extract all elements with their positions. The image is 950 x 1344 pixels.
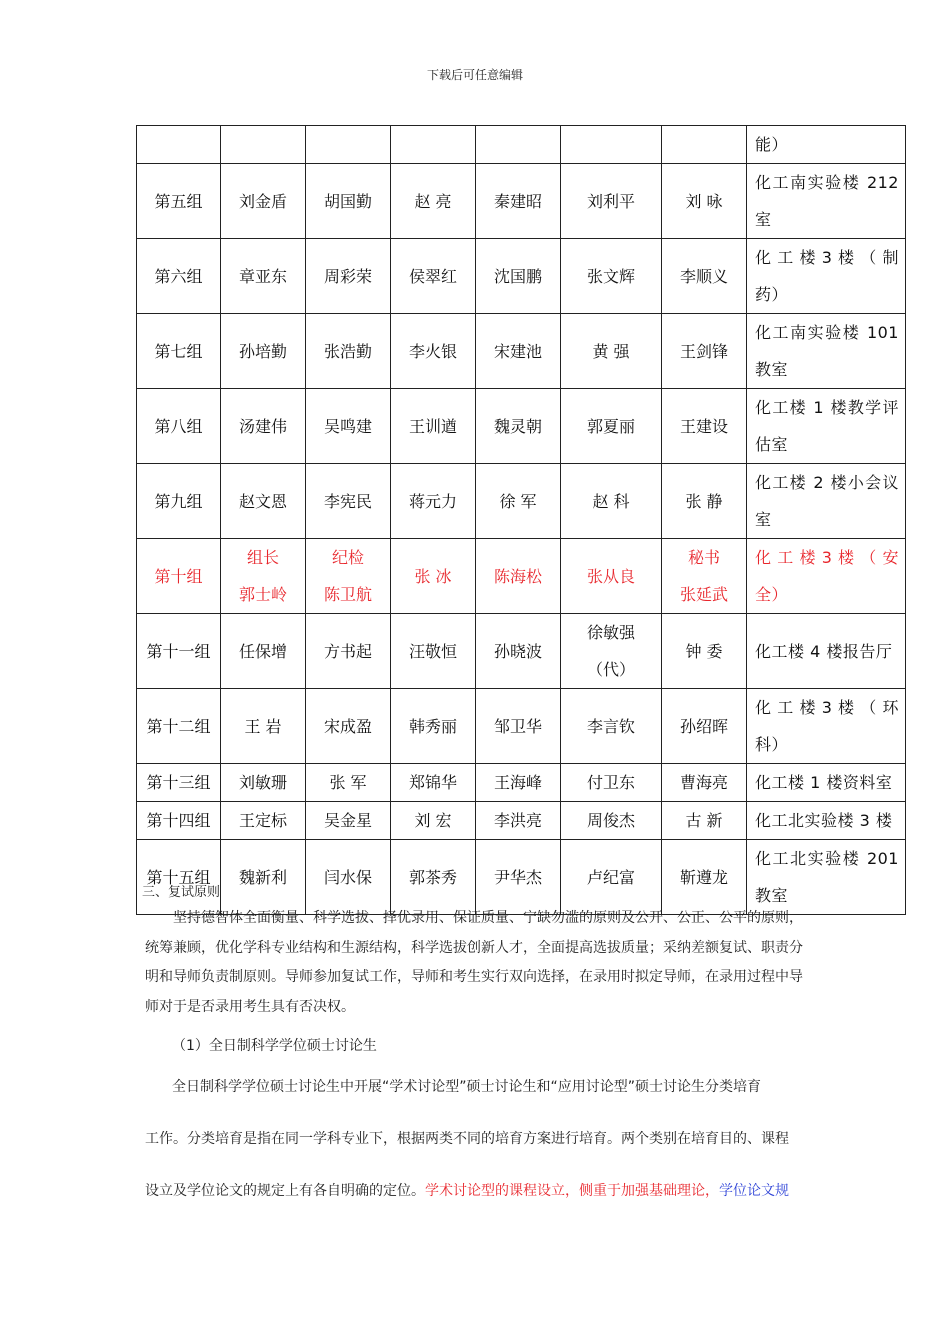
location-cell: 化 工 楼 3 楼 （ 安全） (747, 539, 906, 614)
member-cell: 张 冰 (391, 539, 476, 614)
member-cell: 尹华杰 (476, 840, 561, 915)
member-cell: 章亚东 (221, 239, 306, 314)
group-name-cell (137, 126, 221, 164)
member-cell: 吴金星 (306, 802, 391, 840)
member-cell: 魏灵朝 (476, 389, 561, 464)
member-cell: 秘书 张延武 (662, 539, 747, 614)
table-row (137, 126, 906, 164)
member-cell: 秦建昭 (476, 164, 561, 239)
location-cell: 化工楼 2 楼小会议室 (747, 464, 906, 539)
member-cell: 李宪民 (306, 464, 391, 539)
member-cell (391, 126, 476, 164)
member-cell: 郭夏丽 (561, 389, 662, 464)
member-cell: 李洪亮 (476, 802, 561, 840)
header-note: 下载后可任意编辑 (426, 68, 523, 82)
member-cell: 侯翠红 (391, 239, 476, 314)
table-row (137, 314, 906, 389)
group-name-cell: 第十五组 (137, 840, 221, 915)
member-cell: 孙晓波 (476, 614, 561, 689)
member-cell: 王 岩 (221, 689, 306, 764)
group-name-cell: 第十一组 (137, 614, 221, 689)
paragraph2-line3-plain: 设立及学位论文的规定上有各自明确的定位。 (145, 1183, 425, 1199)
member-cell (662, 126, 747, 164)
group-name-cell: 第八组 (137, 389, 221, 464)
member-cell: 刘金盾 (221, 164, 306, 239)
member-cell: 王剑锋 (662, 314, 747, 389)
member-cell: 曹海亮 (662, 764, 747, 802)
group-name-cell: 第五组 (137, 164, 221, 239)
location-cell: 化工楼 1 楼教学评估室 (747, 389, 906, 464)
member-cell: 王建设 (662, 389, 747, 464)
member-cell: 刘利平 (561, 164, 662, 239)
location-cell: 化工楼 1 楼资料室 (747, 764, 906, 802)
table-row (137, 164, 906, 239)
member-cell: 张 静 (662, 464, 747, 539)
member-cell: 刘 宏 (391, 802, 476, 840)
paragraph2-line3-red: 学术讨论型的课程设立，侧重于加强基础理论， (425, 1183, 719, 1199)
location-cell: 化工南实验楼 212 室 (747, 164, 906, 239)
member-cell: 胡国勤 (306, 164, 391, 239)
member-cell: 周彩荣 (306, 239, 391, 314)
section-title: 三、复试原则 (142, 885, 221, 900)
location-cell: 化 工 楼 3 楼 （ 制药） (747, 239, 906, 314)
member-cell: 蒋元力 (391, 464, 476, 539)
member-cell (306, 126, 391, 164)
paragraph2-line2: 工作。分类培育是指在同一学科专业下，根据两类不同的培育方案进行培育。两个类别在培育目的、课程 (145, 1131, 789, 1147)
member-cell: 方书起 (306, 614, 391, 689)
member-cell: 刘 咏 (662, 164, 747, 239)
member-cell: 宋建池 (476, 314, 561, 389)
paragraph2-line1: 全日制科学学位硕士讨论生中开展“学术讨论型”硕士讨论生和“应用讨论型”硕士讨论生分类培育 (172, 1079, 762, 1095)
member-cell: 靳遵龙 (662, 840, 747, 915)
member-cell (476, 126, 561, 164)
group-name-cell: 第七组 (137, 314, 221, 389)
member-cell: 魏新利 (221, 840, 306, 915)
member-cell: 钟 委 (662, 614, 747, 689)
member-cell: 闫水保 (306, 840, 391, 915)
table-row (137, 464, 906, 539)
location-cell: 化 工 楼 3 楼 （ 环科） (747, 689, 906, 764)
member-cell: 赵文恩 (221, 464, 306, 539)
member-cell: 陈海松 (476, 539, 561, 614)
paragraph-principles: 坚持德智体全面衡量、科学选拔、择优录用、保证质量、宁缺勿滥的原则及公开、公正、公平的原则，统筹兼顾，优化学科专业结构和生源结构，科学选拔创新人才，全面提高选拔质量；采纳差额复试、职责分明和导师负责制原则。导师参加复试工作，导师和考生实行双向选择，在录用时拟定导师，在录用过程中导师对于是否录用考生具有否决权。 (145, 910, 803, 1015)
table-row (137, 689, 906, 764)
table-row (137, 539, 906, 614)
member-cell: 邹卫华 (476, 689, 561, 764)
group-name-cell: 第十二组 (137, 689, 221, 764)
member-cell: 卢纪富 (561, 840, 662, 915)
member-cell: 郭茶秀 (391, 840, 476, 915)
table-body (137, 126, 906, 915)
group-name-cell: 第九组 (137, 464, 221, 539)
paragraph2-line3-blue: 学位论文规 (719, 1183, 789, 1199)
member-cell: 李顺义 (662, 239, 747, 314)
member-cell: 李言钦 (561, 689, 662, 764)
member-cell (561, 126, 662, 164)
member-cell: 付卫东 (561, 764, 662, 802)
group-name-cell: 第十组 (137, 539, 221, 614)
member-cell: 王定标 (221, 802, 306, 840)
member-cell: 吴鸣建 (306, 389, 391, 464)
subsection-title: （1）全日制科学学位硕士讨论生 (172, 1038, 377, 1054)
member-cell: 任保增 (221, 614, 306, 689)
member-cell (221, 126, 306, 164)
member-cell: 沈国鹏 (476, 239, 561, 314)
member-cell: 赵 亮 (391, 164, 476, 239)
location-cell: 化工楼 4 楼报告厅 (747, 614, 906, 689)
member-cell: 郑锦华 (391, 764, 476, 802)
group-name-cell: 第十四组 (137, 802, 221, 840)
table-row (137, 802, 906, 840)
member-cell: 孙绍晖 (662, 689, 747, 764)
member-cell: 周俊杰 (561, 802, 662, 840)
member-cell: 王训遒 (391, 389, 476, 464)
member-cell: 李火银 (391, 314, 476, 389)
member-cell: 汪敬恒 (391, 614, 476, 689)
table-row (137, 239, 906, 314)
member-cell: 张从良 (561, 539, 662, 614)
member-cell: 黄 强 (561, 314, 662, 389)
table-row (137, 389, 906, 464)
member-cell: 宋成盈 (306, 689, 391, 764)
member-cell: 纪检 陈卫航 (306, 539, 391, 614)
member-cell: 徐敏强 （代） (561, 614, 662, 689)
member-cell: 张浩勤 (306, 314, 391, 389)
group-name-cell: 第十三组 (137, 764, 221, 802)
location-cell: 能） (747, 126, 906, 164)
location-cell: 化工北实验楼 3 楼 (747, 802, 906, 840)
member-cell: 孙培勤 (221, 314, 306, 389)
location-cell: 化工北实验楼 201 教室 (747, 840, 906, 915)
table-row (137, 764, 906, 802)
member-cell: 刘敏珊 (221, 764, 306, 802)
member-cell: 汤建伟 (221, 389, 306, 464)
member-cell: 王海峰 (476, 764, 561, 802)
paragraph2-line3 (145, 1180, 789, 1200)
member-cell: 张文辉 (561, 239, 662, 314)
member-cell: 张 军 (306, 764, 391, 802)
group-name-cell: 第六组 (137, 239, 221, 314)
member-cell: 赵 科 (561, 464, 662, 539)
member-cell: 古 新 (662, 802, 747, 840)
group-assignment-table (136, 125, 906, 915)
location-cell: 化工南实验楼 101 教室 (747, 314, 906, 389)
table-row (137, 614, 906, 689)
member-cell: 韩秀丽 (391, 689, 476, 764)
member-cell: 组长 郭士岭 (221, 539, 306, 614)
member-cell: 徐 军 (476, 464, 561, 539)
